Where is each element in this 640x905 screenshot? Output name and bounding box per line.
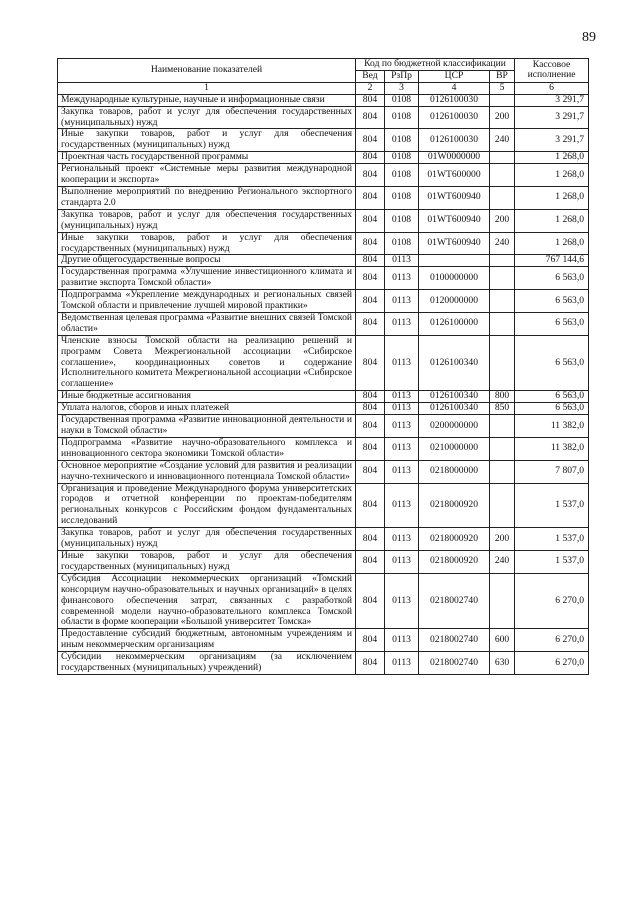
cell-rzpr: 0113	[385, 550, 419, 573]
col-number: 6	[515, 82, 589, 94]
cell-name: Членские взносы Томской области на реализацию решений и программ Совета Межрегиональной ассоциации «Сибирское соглашение», координационных советов и содержание Исполнительного комитета Межрегиональной ассоциации «Сибирское соглашение»	[58, 335, 356, 391]
table-row	[58, 437, 589, 460]
cell-amount: 1 268,0	[515, 164, 589, 187]
cell-vr	[490, 152, 515, 164]
cell-name: Закупка товаров, работ и услуг для обеспечения государственных (муниципальных) нужд	[58, 209, 356, 232]
cell-name: Иные закупки товаров, работ и услуг для обеспечения государственных (муниципальных) нужд	[58, 550, 356, 573]
cell-csr: 0218000920	[419, 550, 490, 573]
cell-name: Организация и проведение Международного форума университетских городов и отчетной конференции по проектам-победителям региональных конкурсов с Российским фондом фундаментальных исследований	[58, 483, 356, 528]
table-row	[58, 232, 589, 255]
cell-amount: 6 270,0	[515, 573, 589, 629]
cell-amount: 6 270,0	[515, 652, 589, 675]
table-row	[58, 209, 589, 232]
cell-amount: 767 144,6	[515, 255, 589, 267]
cell-ved: 804	[356, 528, 385, 551]
cell-csr: 0218000920	[419, 528, 490, 551]
cell-name: Закупка товаров, работ и услуг для обеспечения государственных (муниципальных) нужд	[58, 106, 356, 129]
cell-amount: 1 537,0	[515, 483, 589, 528]
table-row	[58, 106, 589, 129]
cell-ved: 804	[356, 152, 385, 164]
cell-csr: 0100000000	[419, 267, 490, 290]
cell-csr: 0218000000	[419, 460, 490, 483]
cell-vr: 200	[490, 106, 515, 129]
cell-name: Ведомственная целевая программа «Развитие внешних связей Томской области»	[58, 312, 356, 335]
cell-name: Иные закупки товаров, работ и услуг для обеспечения государственных (муниципальных) нужд	[58, 232, 356, 255]
cell-rzpr: 0108	[385, 152, 419, 164]
header-csr: ЦСР	[419, 70, 490, 82]
cell-csr: 0218002740	[419, 652, 490, 675]
cell-amount: 1 537,0	[515, 528, 589, 551]
cell-amount: 3 291,7	[515, 129, 589, 152]
cell-name: Субсидии некоммерческим организациям (за исключением государственных (муниципальных) учреждений)	[58, 652, 356, 675]
table-row	[58, 403, 589, 415]
cell-vr: 850	[490, 403, 515, 415]
cell-amount: 1 537,0	[515, 550, 589, 573]
cell-name: Другие общегосударственные вопросы	[58, 255, 356, 267]
cell-csr: 01WT600000	[419, 164, 490, 187]
cell-vr	[490, 335, 515, 391]
cell-rzpr: 0108	[385, 106, 419, 129]
cell-vr	[490, 415, 515, 438]
cell-ved: 804	[356, 403, 385, 415]
col-number: 1	[58, 82, 356, 94]
cell-csr: 0210000000	[419, 437, 490, 460]
cell-vr	[490, 290, 515, 313]
table-row	[58, 267, 589, 290]
cell-ved: 804	[356, 629, 385, 652]
cell-rzpr: 0113	[385, 290, 419, 313]
cell-csr	[419, 255, 490, 267]
cell-vr	[490, 460, 515, 483]
cell-csr: 0126100340	[419, 403, 490, 415]
cell-amount: 6 563,0	[515, 335, 589, 391]
cell-vr: 630	[490, 652, 515, 675]
cell-vr: 240	[490, 232, 515, 255]
cell-amount: 1 268,0	[515, 232, 589, 255]
header-vr: ВР	[490, 70, 515, 82]
cell-vr: 240	[490, 550, 515, 573]
cell-vr	[490, 186, 515, 209]
cell-vr: 200	[490, 209, 515, 232]
cell-ved: 804	[356, 483, 385, 528]
table-row	[58, 528, 589, 551]
cell-vr	[490, 437, 515, 460]
cell-ved: 804	[356, 186, 385, 209]
cell-vr	[490, 267, 515, 290]
cell-amount: 6 563,0	[515, 391, 589, 403]
cell-name: Проектная часть государственной программы	[58, 152, 356, 164]
budget-table	[57, 58, 589, 675]
cell-csr: 0126100340	[419, 335, 490, 391]
cell-amount: 6 270,0	[515, 629, 589, 652]
cell-csr: 01WT600940	[419, 209, 490, 232]
cell-name: Предоставление субсидий бюджетным, автономным учреждениям и иным некоммерческим организациям	[58, 629, 356, 652]
cell-vr: 240	[490, 129, 515, 152]
cell-name: Государственная программа «Улучшение инвестиционного климата и развитие экспорта Томской области»	[58, 267, 356, 290]
cell-name: Субсидия Ассоциации некоммерческих организаций «Томский консорциум научно-образовательных и научных организаций» в целях финансового обеспечения затрат, связанных с разработкой современной модели научно-образовательного комплекса Томской области в форме кооперации «Большой университет Томска»	[58, 573, 356, 629]
cell-rzpr: 0113	[385, 460, 419, 483]
cell-rzpr: 0113	[385, 437, 419, 460]
cell-rzpr: 0113	[385, 415, 419, 438]
col-number: 2	[356, 82, 385, 94]
cell-csr: 0218002740	[419, 573, 490, 629]
col-number: 5	[490, 82, 515, 94]
table-row	[58, 164, 589, 187]
cell-amount: 7 807,0	[515, 460, 589, 483]
table-row	[58, 290, 589, 313]
cell-name: Выполнение мероприятий по внедрению Регионального экспортного стандарта 2.0	[58, 186, 356, 209]
cell-amount: 3 291,7	[515, 106, 589, 129]
cell-rzpr: 0108	[385, 94, 419, 106]
cell-vr	[490, 255, 515, 267]
cell-vr: 600	[490, 629, 515, 652]
cell-csr: 0200000000	[419, 415, 490, 438]
cell-rzpr: 0113	[385, 312, 419, 335]
cell-rzpr: 0108	[385, 232, 419, 255]
cell-csr: 0126100030	[419, 94, 490, 106]
cell-csr: 0218002740	[419, 629, 490, 652]
cell-ved: 804	[356, 573, 385, 629]
cell-vr: 800	[490, 391, 515, 403]
header-rzpr: РзПр	[385, 70, 419, 82]
cell-name: Региональный проект «Системные меры развития международной кооперации и экспорта»	[58, 164, 356, 187]
cell-rzpr: 0108	[385, 209, 419, 232]
cell-rzpr: 0108	[385, 129, 419, 152]
cell-vr	[490, 94, 515, 106]
table-row	[58, 255, 589, 267]
table-row	[58, 391, 589, 403]
cell-name: Основное мероприятие «Создание условий для развития и реализации научно-технического и инновационного потенциала Томской области»	[58, 460, 356, 483]
table-row	[58, 335, 589, 391]
cell-name: Подпрограмма «Укрепление международных и региональных связей Томской области и привлечение лучшей мировой практики»	[58, 290, 356, 313]
cell-name: Иные закупки товаров, работ и услуг для обеспечения государственных (муниципальных) нужд	[58, 129, 356, 152]
col-number: 4	[419, 82, 490, 94]
cell-vr	[490, 312, 515, 335]
table-row	[58, 152, 589, 164]
cell-vr	[490, 483, 515, 528]
table-row	[58, 415, 589, 438]
cell-name: Международные культурные, научные и информационные связи	[58, 94, 356, 106]
cell-amount: 11 382,0	[515, 437, 589, 460]
cell-ved: 804	[356, 129, 385, 152]
cell-csr: 0126100000	[419, 312, 490, 335]
cell-rzpr: 0108	[385, 164, 419, 187]
cell-rzpr: 0113	[385, 335, 419, 391]
cell-amount: 11 382,0	[515, 415, 589, 438]
cell-csr: 0126100030	[419, 129, 490, 152]
cell-csr: 01W0000000	[419, 152, 490, 164]
cell-amount: 3 291,7	[515, 94, 589, 106]
cell-rzpr: 0113	[385, 652, 419, 675]
cell-rzpr: 0113	[385, 528, 419, 551]
table-row	[58, 186, 589, 209]
table-row	[58, 483, 589, 528]
table-row	[58, 129, 589, 152]
cell-ved: 804	[356, 290, 385, 313]
cell-ved: 804	[356, 335, 385, 391]
cell-ved: 804	[356, 391, 385, 403]
page-number: 89	[582, 30, 596, 45]
table-row	[58, 550, 589, 573]
cell-vr	[490, 573, 515, 629]
cell-ved: 804	[356, 460, 385, 483]
table-body	[58, 94, 589, 674]
cell-ved: 804	[356, 652, 385, 675]
cell-amount: 1 268,0	[515, 209, 589, 232]
cell-ved: 804	[356, 267, 385, 290]
cell-name: Закупка товаров, работ и услуг для обеспечения государственных (муниципальных) нужд	[58, 528, 356, 551]
cell-rzpr: 0113	[385, 483, 419, 528]
table-row	[58, 460, 589, 483]
cell-ved: 804	[356, 164, 385, 187]
cell-csr: 01WT600940	[419, 186, 490, 209]
cell-ved: 804	[356, 106, 385, 129]
cell-amount: 6 563,0	[515, 403, 589, 415]
cell-name: Подпрограмма «Развитие научно-образовательного комплекса и инновационного сектора экономики Томской области»	[58, 437, 356, 460]
cell-csr: 0126100030	[419, 106, 490, 129]
cell-csr: 0120000000	[419, 290, 490, 313]
table-row	[58, 652, 589, 675]
col-number: 3	[385, 82, 419, 94]
table-row	[58, 312, 589, 335]
table-row	[58, 629, 589, 652]
cell-ved: 804	[356, 232, 385, 255]
cell-csr: 01WT600940	[419, 232, 490, 255]
cell-amount: 1 268,0	[515, 186, 589, 209]
cell-ved: 804	[356, 415, 385, 438]
cell-ved: 804	[356, 94, 385, 106]
cell-rzpr: 0113	[385, 267, 419, 290]
cell-vr: 200	[490, 528, 515, 551]
header-ved: Вед	[356, 70, 385, 82]
cell-name: Уплата налогов, сборов и иных платежей	[58, 403, 356, 415]
cell-vr	[490, 164, 515, 187]
cell-rzpr: 0113	[385, 255, 419, 267]
cell-ved: 804	[356, 209, 385, 232]
cell-amount: 6 563,0	[515, 312, 589, 335]
cell-name: Государственная программа «Развитие инновационной деятельности и науки в Томской области»	[58, 415, 356, 438]
header-name: Наименование показателей	[58, 59, 356, 83]
cell-ved: 804	[356, 255, 385, 267]
table-row	[58, 94, 589, 106]
cell-rzpr: 0113	[385, 403, 419, 415]
table-row	[58, 573, 589, 629]
cell-amount: 6 563,0	[515, 267, 589, 290]
cell-rzpr: 0108	[385, 186, 419, 209]
cell-ved: 804	[356, 312, 385, 335]
cell-ved: 804	[356, 550, 385, 573]
header-amount: Кассовое исполнение	[515, 59, 589, 83]
cell-amount: 1 268,0	[515, 152, 589, 164]
header-code-group: Код по бюджетной классификации	[356, 59, 515, 71]
cell-rzpr: 0113	[385, 391, 419, 403]
cell-rzpr: 0113	[385, 629, 419, 652]
cell-csr: 0218000920	[419, 483, 490, 528]
cell-rzpr: 0113	[385, 573, 419, 629]
cell-name: Иные бюджетные ассигнования	[58, 391, 356, 403]
cell-amount: 6 563,0	[515, 290, 589, 313]
cell-csr: 0126100340	[419, 391, 490, 403]
cell-ved: 804	[356, 437, 385, 460]
